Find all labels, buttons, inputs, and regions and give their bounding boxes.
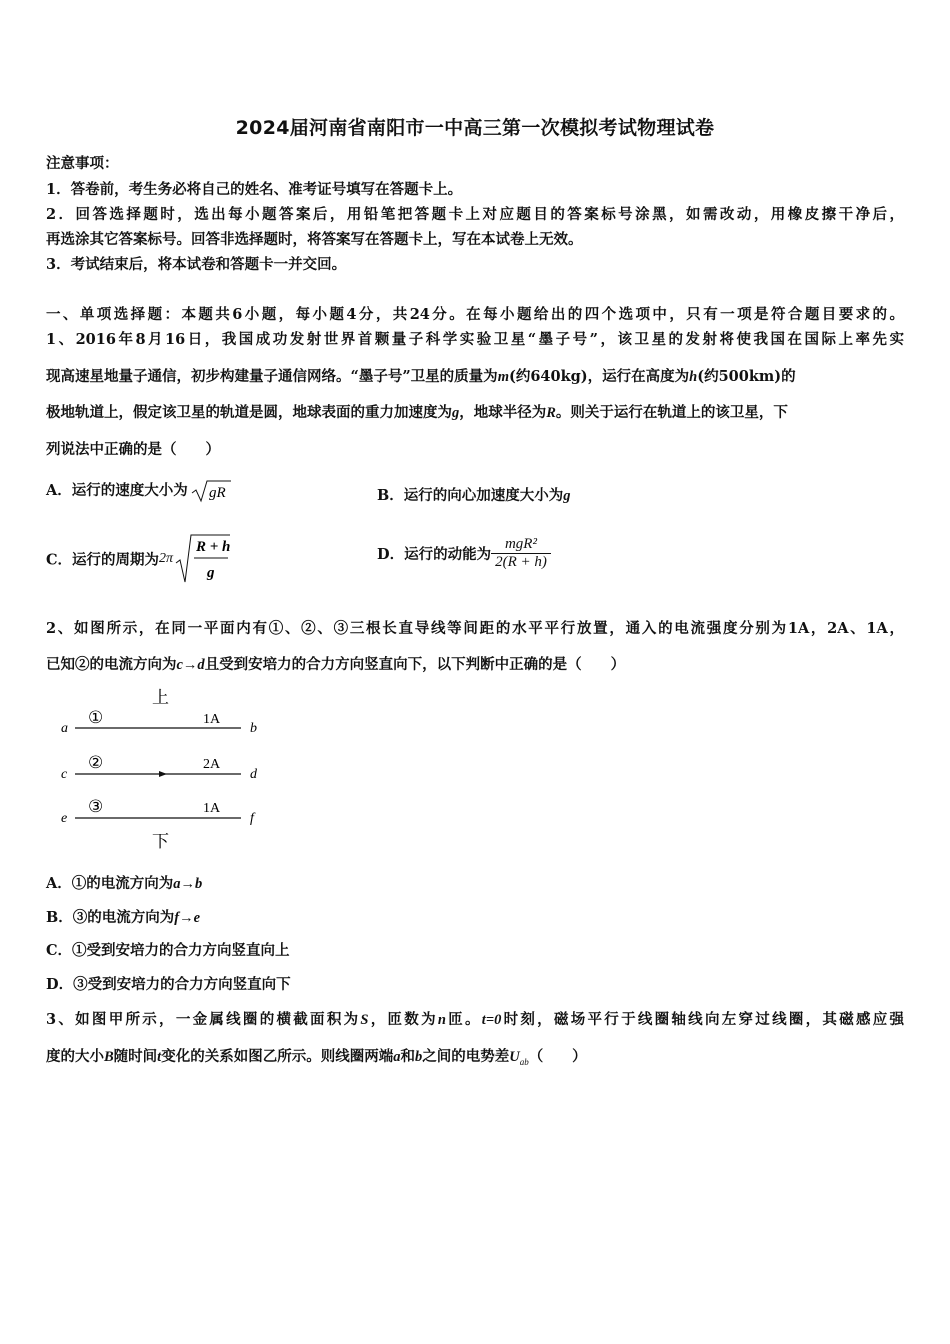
wire-end-label: c <box>61 767 68 782</box>
current-arrow <box>159 771 167 777</box>
wire-end-label: a <box>61 721 68 736</box>
svg-text:g: g <box>207 565 215 581</box>
q1-line: 列说法中正确的是（ ） <box>46 441 220 458</box>
q3-line: 3、如图甲所示，一金属线圈的横截面积为S，匝数为n匝。t=0时刻，磁场平行于线圈轴线向左穿过线圈，其磁感应强 <box>46 1011 905 1028</box>
sqrt-expression <box>190 478 232 504</box>
q1-option-d: D．运行的动能为 $\frac{\text{mgR²}}{2(R + h)}$ <box>377 536 551 571</box>
var-m: m <box>497 369 509 385</box>
notice-heading: 注意事项： <box>46 155 119 172</box>
q2-option-d: D．③受到安培力的合力方向竖直向下 <box>46 976 291 993</box>
wire-diagram <box>55 680 275 855</box>
q2-line: 2、如图所示，在同一平面内有①、②、③三根长直导线等间距的水平平行放置，通入的电流强度分别为1A，2A、1A， <box>46 620 904 637</box>
var-h: h <box>689 369 698 385</box>
svg-text:gR: gR <box>208 485 226 501</box>
fraction: $\frac{\text{mgR²}}{2(R + h)}$ <box>491 536 551 571</box>
svg-text:R + h: R + h <box>196 539 231 555</box>
wire-current: 1A <box>203 801 221 816</box>
var-g: g <box>452 405 460 421</box>
notice-item: 再选涂其它答案标号。回答非选择题时，将答案写在答题卡上，写在本试卷上无效。 <box>46 231 583 248</box>
wire-current: 2A <box>203 757 221 772</box>
q2-option-c: C．①受到安培力的合力方向竖直向上 <box>46 942 290 959</box>
wire-current: 1A <box>203 712 221 727</box>
notice-item: 3．考试结束后，将本试卷和答题卡一并交回。 <box>46 256 347 273</box>
wire-end-label: b <box>250 721 257 736</box>
notice-item: 2．回答选择题时，选出每小题答案后，用铅笔把答题卡上对应题目的答案标号涂黑，如需改动，用橡皮擦干净后， <box>46 206 904 223</box>
var-R: R <box>546 405 556 421</box>
q3-line: 度的大小B随时间t变化的关系如图乙所示。则线圈两端a和b之间的电势差$U_{ab}$（ ） <box>46 1048 587 1067</box>
wire-mark: ② <box>88 753 104 772</box>
q1-line: 极地轨道上，假定该卫星的轨道是圆，地球表面的重力加速度为g，地球半径为R。则关于运行在轨道上的该卫星，下 <box>46 404 788 421</box>
label-up: 上 <box>152 688 169 707</box>
q1-option-b: B．运行的向心加速度大小为g <box>377 487 571 504</box>
label-down: 下 <box>152 832 169 851</box>
wire-end-label: f <box>250 811 254 826</box>
wire-mark: ① <box>88 708 104 727</box>
wire-mark: ③ <box>88 797 104 816</box>
wire-end-label: d <box>250 767 257 782</box>
q2-line: 已知②的电流方向为c→d且受到安培力的合力方向竖直向下，以下判断中正确的是（ ） <box>46 656 626 673</box>
page-title: 2024届河南省南阳市一中高三第一次模拟考试物理试卷 <box>235 117 715 139</box>
q2-option-b: B．③的电流方向为f→e <box>46 909 201 926</box>
wire-end-label: e <box>61 811 68 826</box>
q2-option-a: A．①的电流方向为a→b <box>46 875 203 892</box>
sqrt-fraction <box>173 533 231 585</box>
q1-line: 现高速星地量子通信，初步构建量子通信网络。“墨子号”卫星的质量为m(约640kg)，运行在高度为h(约500km)的 <box>46 368 796 385</box>
q1-option-a: A．运行的速度大小为 gR <box>46 478 232 504</box>
q1-line: 1、2016年8月16日，我国成功发射世界首颗量子科学实验卫星“墨子号”，该卫星的发射将使我国在国际上率先实 <box>46 331 904 348</box>
q1-option-c: C．运行的周期为2π R + h g <box>46 533 231 585</box>
notice-item: 1．答卷前，考生务必将自己的姓名、准考证号填写在答题卡上。 <box>46 181 463 198</box>
section-heading: 一、单项选择题：本题共6小题，每小题4分，共24分。在每小题给出的四个选项中，只有一项是符合题目要求的。 <box>46 306 904 323</box>
